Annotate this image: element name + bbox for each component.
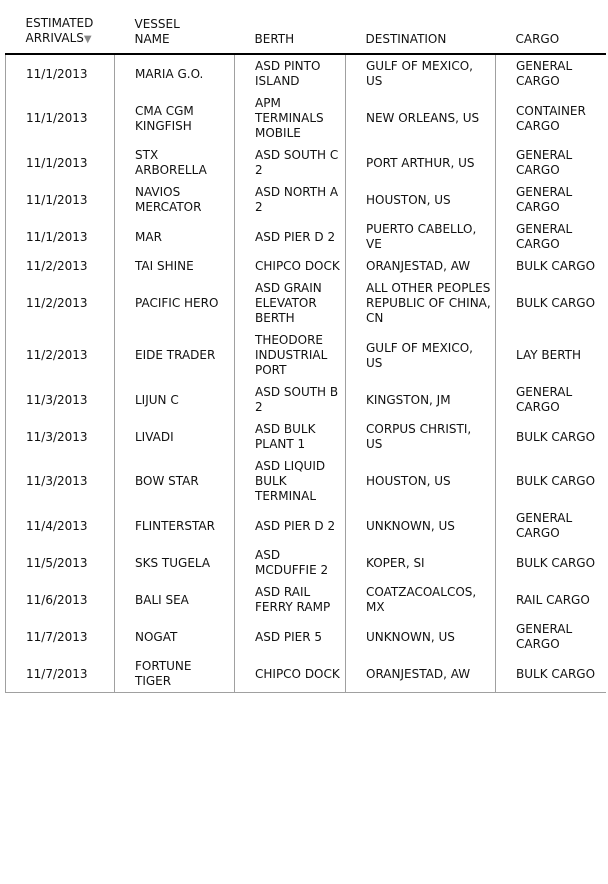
vessel-name-cell [115,277,235,329]
table-row [6,144,606,181]
cargo-cell-text: GENERAL CARGO [516,385,573,414]
vessel-name-cell-text: BALI SEA [135,592,189,607]
table-row [6,655,606,693]
arrival-date-cell-text: 11/7/2013 [26,629,88,644]
destination-cell [346,255,496,277]
header-label: DESTINATION [365,32,447,46]
cargo-cell [496,255,606,277]
berth-cell-text: THEODORE INDUSTRIAL PORT [255,333,328,377]
table-row [6,54,606,92]
berth-cell [235,181,346,218]
vessel-name-cell [115,507,235,544]
cargo-cell [496,329,606,381]
vessel-name-cell [115,381,235,418]
destination-cell [346,92,496,144]
destination-cell-text: KINGSTON, JM [366,392,451,407]
destination-cell-text: ORANJESTAD, AW [366,666,471,681]
arrival-date-cell-text: 11/1/2013 [26,155,88,170]
berth-cell-text: ASD PIER 5 [255,629,323,644]
cargo-cell-text: GENERAL CARGO [516,59,573,88]
table-row [6,92,606,144]
berth-cell-text: ASD PINTO ISLAND [255,59,321,88]
destination-cell [346,277,496,329]
table-row [6,507,606,544]
table-row [6,455,606,507]
vessel-name-cell-text: LIJUN C [135,392,179,407]
vessel-name-cell [115,329,235,381]
cargo-cell [496,544,606,581]
table-row [6,329,606,381]
cargo-cell-text: GENERAL CARGO [516,148,573,177]
cargo-cell [496,144,606,181]
arrival-date-cell-text: 11/7/2013 [26,666,88,681]
arrival-date-cell [6,618,115,655]
cargo-cell-text: LAY BERTH [516,348,582,362]
header-label-line1: VESSEL [134,17,180,31]
vessel-name-cell-text: EIDE TRADER [135,348,216,362]
arrival-date-cell [6,507,115,544]
arrival-date-cell [6,144,115,181]
cargo-cell-text: BULK CARGO [516,259,596,273]
column-header-vessel-name[interactable] [115,12,235,54]
vessel-name-cell [115,455,235,507]
arrival-date-cell-text: 11/2/2013 [26,259,88,273]
destination-cell [346,418,496,455]
vessel-name-cell-text: SKS TUGELA [135,555,211,570]
arrival-date-cell-text: 11/1/2013 [26,111,88,125]
table-row [6,255,606,277]
destination-cell-text: UNKNOWN, US [366,629,455,644]
arrivals-table-container [5,12,605,693]
berth-cell [235,255,346,277]
arrival-date-cell-text: 11/1/2013 [26,66,88,81]
table-row [6,544,606,581]
cargo-cell-text: CONTAINER CARGO [516,103,586,133]
arrival-date-cell [6,329,115,381]
cargo-cell [496,54,606,92]
vessel-name-cell-text: TAI SHINE [135,259,194,273]
destination-cell-text: GULF OF MEXICO, US [366,340,473,370]
berth-cell [235,455,346,507]
cargo-cell [496,655,606,693]
arrival-date-cell [6,92,115,144]
cargo-cell [496,92,606,144]
berth-cell [235,92,346,144]
arrival-date-cell [6,655,115,693]
destination-cell-text: ALL OTHER PEOPLES REPUBLIC OF CHINA, CN [366,281,491,325]
destination-cell-text: GULF OF MEXICO, US [366,59,473,88]
cargo-cell [496,277,606,329]
berth-cell [235,655,346,693]
vessel-name-cell-text: PACIFIC HERO [135,296,219,310]
header-label-line2: NAME [134,32,170,46]
destination-cell [346,329,496,381]
cargo-cell-text: GENERAL CARGO [516,622,573,651]
header-label-line2: ARRIVALS [25,31,84,45]
destination-cell-text: CORPUS CHRISTI, US [366,422,472,451]
destination-cell [346,54,496,92]
cargo-cell-text: BULK CARGO [516,666,596,681]
table-row [6,418,606,455]
berth-cell [235,277,346,329]
berth-cell-text: ASD MCDUFFIE 2 [255,548,329,577]
vessel-name-cell-text: MARIA G.O. [135,66,204,81]
destination-cell-text: HOUSTON, US [366,192,451,207]
cargo-cell [496,507,606,544]
vessel-name-cell [115,581,235,618]
destination-cell-text: KOPER, SI [366,555,425,570]
vessel-name-cell [115,54,235,92]
arrival-date-cell-text: 11/5/2013 [26,555,88,570]
destination-cell [346,544,496,581]
cargo-cell-text: BULK CARGO [516,555,596,570]
vessel-name-cell-text: BOW STAR [135,474,199,488]
cargo-cell-text: BULK CARGO [516,296,596,310]
arrival-date-cell-text: 11/2/2013 [26,348,88,362]
sort-desc-icon[interactable]: ▼ [83,34,92,45]
berth-cell-text: ASD GRAIN ELEVATOR BERTH [255,281,322,325]
table-row [6,218,606,255]
destination-cell-text: UNKNOWN, US [366,518,455,533]
vessel-name-cell [115,144,235,181]
header-row [6,12,606,54]
arrival-date-cell [6,54,115,92]
berth-cell-text: CHIPCO DOCK [255,666,340,681]
table-row [6,181,606,218]
arrival-date-cell [6,455,115,507]
header-label: CARGO [515,32,560,46]
arrival-date-cell [6,255,115,277]
destination-cell-text: HOUSTON, US [366,474,451,488]
berth-cell-text: ASD BULK PLANT 1 [255,422,316,451]
destination-cell-text: ORANJESTAD, AW [366,259,471,273]
cargo-cell [496,581,606,618]
column-header-cargo[interactable] [496,12,606,54]
cargo-cell-text: BULK CARGO [516,474,596,488]
cargo-cell [496,381,606,418]
cargo-cell-text: GENERAL CARGO [516,511,573,540]
destination-cell-text: PORT ARTHUR, US [366,155,475,170]
destination-cell-text: NEW ORLEANS, US [366,111,480,125]
arrival-date-cell [6,218,115,255]
berth-cell [235,144,346,181]
berth-cell-text: ASD RAIL FERRY RAMP [255,585,331,614]
berth-cell-text: ASD PIER D 2 [255,229,336,244]
berth-cell-text: ASD SOUTH C 2 [255,148,339,177]
vessel-name-cell [115,655,235,693]
berth-cell [235,329,346,381]
vessel-name-cell-text: NAVIOS MERCATOR [135,185,202,214]
berth-cell-text: ASD PIER D 2 [255,518,336,533]
cargo-cell-text: RAIL CARGO [516,592,590,607]
table-header [6,12,606,54]
vessel-name-cell [115,418,235,455]
berth-cell [235,418,346,455]
arrival-date-cell-text: 11/1/2013 [26,192,88,207]
arrival-date-cell-text: 11/3/2013 [26,392,88,407]
destination-cell [346,618,496,655]
vessel-name-cell-text: CMA CGM KINGFISH [135,103,194,133]
destination-cell [346,655,496,693]
berth-cell [235,381,346,418]
berth-cell [235,618,346,655]
vessel-name-cell-text: FORTUNE TIGER [135,659,192,688]
arrival-date-cell-text: 11/3/2013 [26,474,88,488]
destination-cell [346,181,496,218]
destination-cell [346,144,496,181]
destination-cell-text: COATZACOALCOS, MX [366,585,477,614]
destination-cell [346,381,496,418]
vessel-name-cell-text: NOGAT [135,629,178,644]
destination-cell [346,455,496,507]
vessel-name-cell [115,255,235,277]
vessel-name-cell [115,544,235,581]
header-label: BERTH [254,32,295,46]
arrival-date-cell [6,277,115,329]
table-row [6,381,606,418]
destination-cell [346,507,496,544]
arrival-date-cell-text: 11/4/2013 [26,518,88,533]
berth-cell [235,544,346,581]
vessel-name-cell [115,218,235,255]
arrival-date-cell-text: 11/3/2013 [26,429,88,444]
berth-cell-text: CHIPCO DOCK [255,259,340,273]
cargo-cell-text: GENERAL CARGO [516,222,573,251]
berth-cell-text: ASD NORTH A 2 [255,185,339,214]
cargo-cell [496,455,606,507]
vessel-name-cell-text: STX ARBORELLA [135,148,207,177]
arrival-date-cell [6,381,115,418]
berth-cell [235,54,346,92]
vessel-name-cell [115,92,235,144]
destination-cell-text: PUERTO CABELLO, VE [366,222,477,251]
destination-cell [346,218,496,255]
berth-cell [235,218,346,255]
berth-cell [235,581,346,618]
arrival-date-cell-text: 11/2/2013 [26,296,88,310]
destination-cell [346,581,496,618]
berth-cell-text: APM TERMINALS MOBILE [255,96,324,140]
table-body [6,54,606,693]
cargo-cell [496,418,606,455]
column-header-destination[interactable] [346,12,496,54]
vessel-name-cell-text: LIVADI [135,429,174,444]
arrival-date-cell [6,418,115,455]
table-row [6,618,606,655]
berth-cell-text: ASD LIQUID BULK TERMINAL [255,459,326,503]
cargo-cell [496,618,606,655]
cargo-cell [496,181,606,218]
cargo-cell-text: GENERAL CARGO [516,185,573,214]
berth-cell [235,507,346,544]
vessel-name-cell-text: FLINTERSTAR [135,518,215,533]
cargo-cell [496,218,606,255]
vessel-name-cell [115,181,235,218]
arrival-date-cell [6,581,115,618]
header-label-line1: ESTIMATED [25,16,94,30]
vessel-name-cell-text: MAR [135,229,162,244]
table-row [6,581,606,618]
arrival-date-cell-text: 11/1/2013 [26,229,88,244]
arrivals-table [5,12,606,693]
cargo-cell-text: BULK CARGO [516,429,596,444]
table-row [6,277,606,329]
berth-cell-text: ASD SOUTH B 2 [255,385,339,414]
arrival-date-cell [6,544,115,581]
column-header-berth[interactable] [235,12,346,54]
arrival-date-cell-text: 11/6/2013 [26,592,88,607]
vessel-name-cell [115,618,235,655]
arrival-date-cell [6,181,115,218]
column-header-estimated-arrivals[interactable] [6,12,115,54]
